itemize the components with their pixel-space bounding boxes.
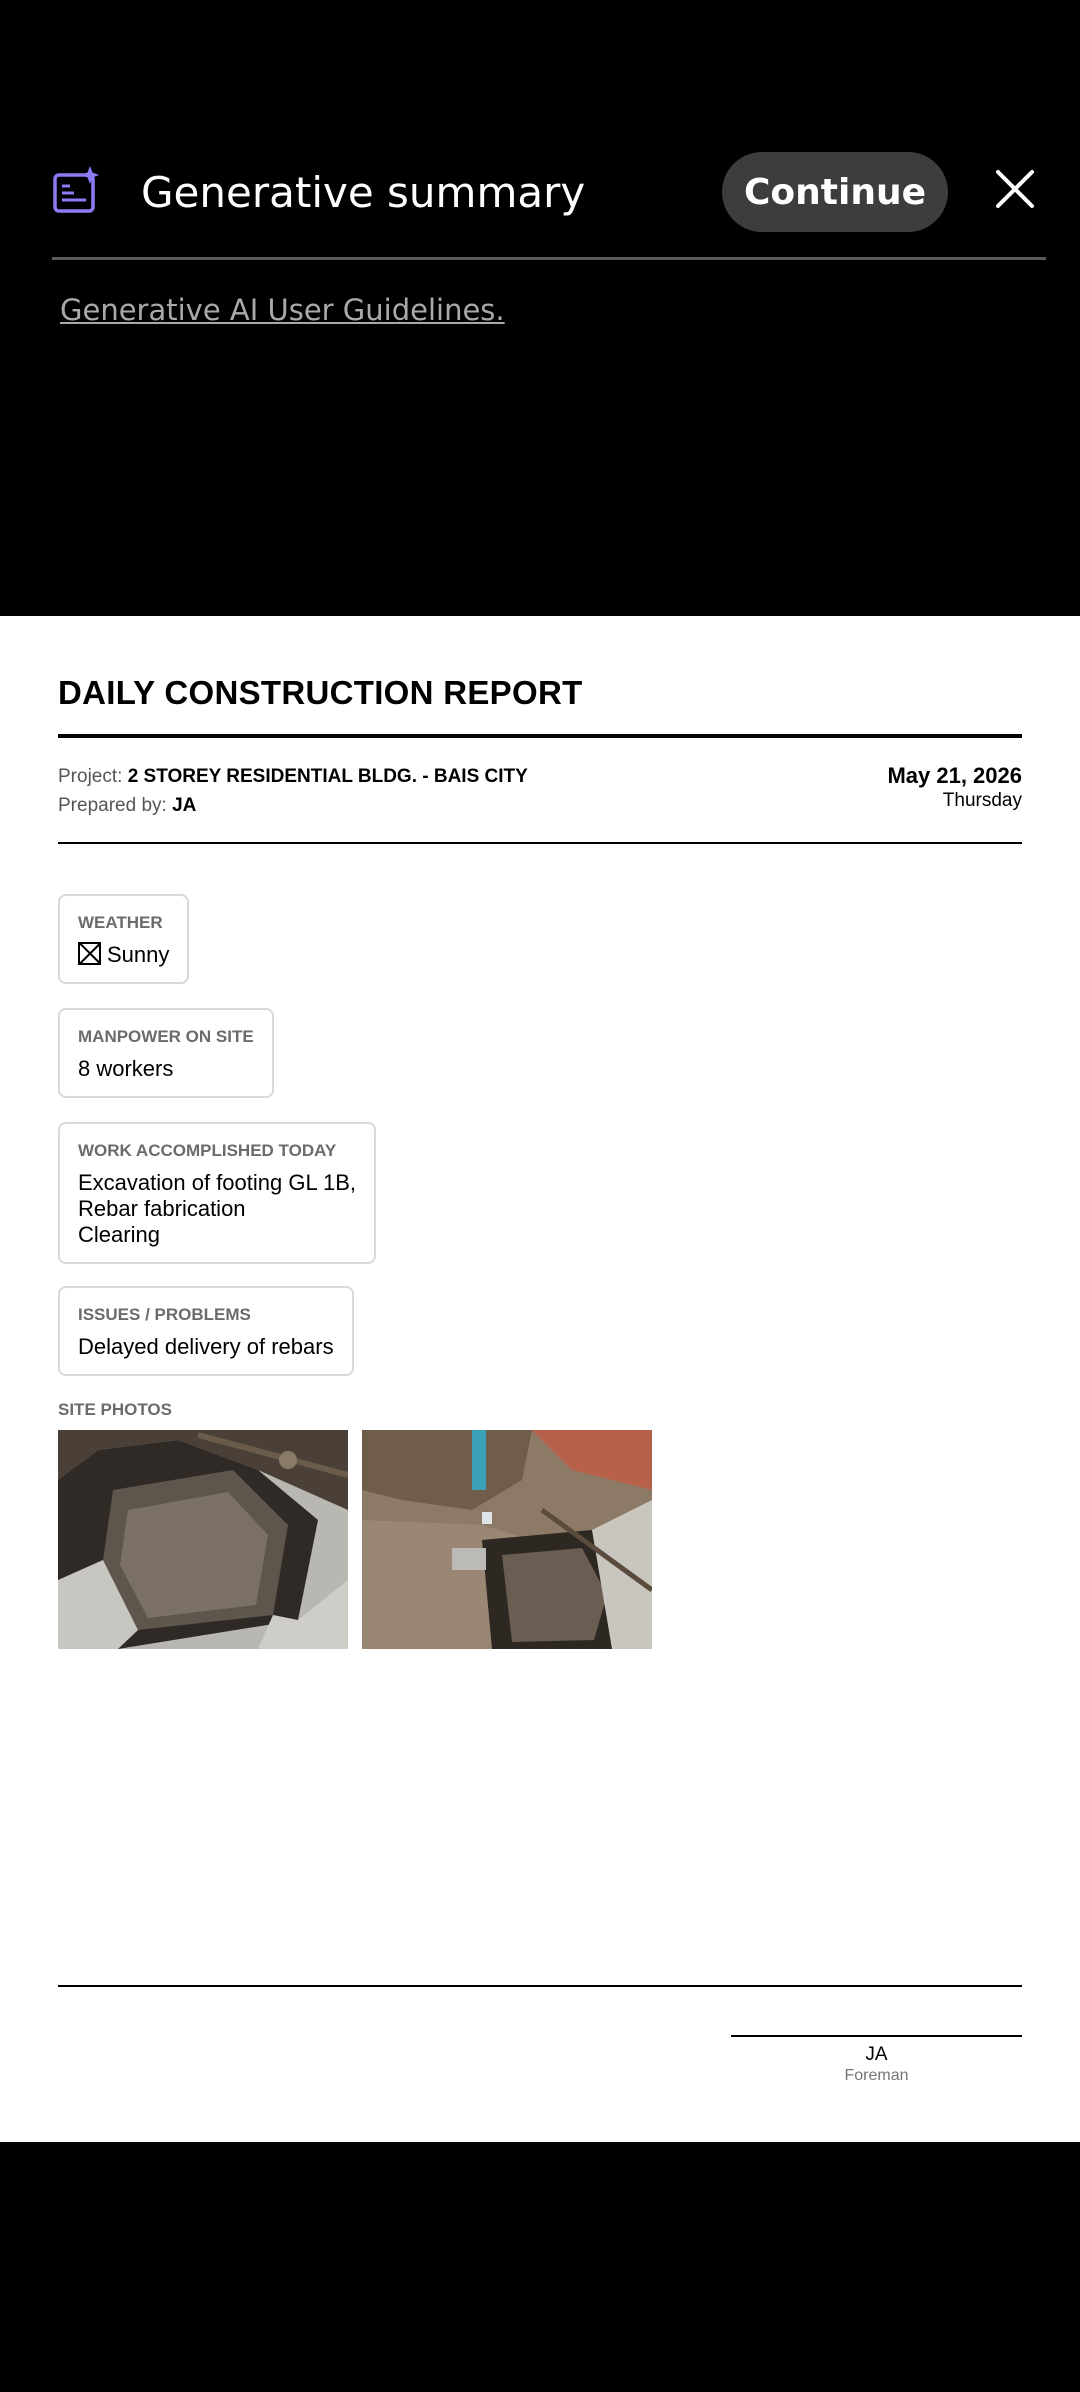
report-date: May 21, 2026 (887, 763, 1022, 788)
manpower-label: MANPOWER ON SITE (78, 1027, 254, 1046)
signature-role: Foreman (844, 2067, 909, 2084)
prepared-label: Prepared by: (58, 795, 167, 816)
title-divider (58, 734, 1022, 738)
continue-button[interactable]: Continue (722, 152, 948, 232)
weather-label: WEATHER (78, 913, 163, 932)
site-photo[interactable] (58, 1430, 348, 1649)
issues-card (58, 1286, 354, 1376)
generative-summary-panel (0, 0, 1080, 616)
issues-label: ISSUES / PROBLEMS (78, 1305, 251, 1324)
signature-line (731, 2035, 1022, 2037)
weather-card (58, 894, 189, 984)
work-line: Clearing (78, 1222, 160, 1247)
header-divider (52, 257, 1046, 260)
work-value (78, 1170, 356, 1248)
report-title: DAILY CONSTRUCTION REPORT (58, 674, 583, 711)
footer-divider (58, 1985, 1022, 1987)
report-meta (58, 762, 528, 820)
report-date-block (887, 762, 1022, 812)
project-value: 2 STOREY RESIDENTIAL BLDG. - BAIS CITY (127, 766, 528, 787)
report-day: Thursday (942, 790, 1022, 811)
work-accomplished-card (58, 1122, 376, 1264)
signature-name: JA (865, 2044, 888, 2065)
report-document (0, 616, 1080, 2142)
project-line (58, 762, 528, 791)
site-photos-label: SITE PHOTOS (58, 1400, 172, 1419)
meta-divider (58, 842, 1022, 844)
sun-icon (78, 942, 101, 965)
close-icon[interactable] (992, 166, 1038, 212)
work-line: Rebar fabrication (78, 1196, 246, 1221)
site-photo[interactable] (362, 1430, 652, 1649)
manpower-card (58, 1008, 274, 1098)
panel-title: Generative summary (141, 168, 586, 217)
weather-value: Sunny (107, 942, 170, 967)
generative-summary-icon (52, 166, 102, 216)
work-line: Excavation of footing GL 1B, (78, 1170, 357, 1195)
prepared-line (58, 791, 528, 820)
weather-value-row (78, 942, 169, 968)
issues-value: Delayed delivery of rebars (78, 1334, 334, 1359)
project-label: Project: (58, 766, 123, 787)
ai-guidelines-link[interactable]: Generative AI User Guidelines. (60, 293, 505, 327)
work-label: WORK ACCOMPLISHED TODAY (78, 1141, 337, 1160)
prepared-value: JA (172, 795, 197, 816)
manpower-value: 8 workers (78, 1056, 174, 1081)
